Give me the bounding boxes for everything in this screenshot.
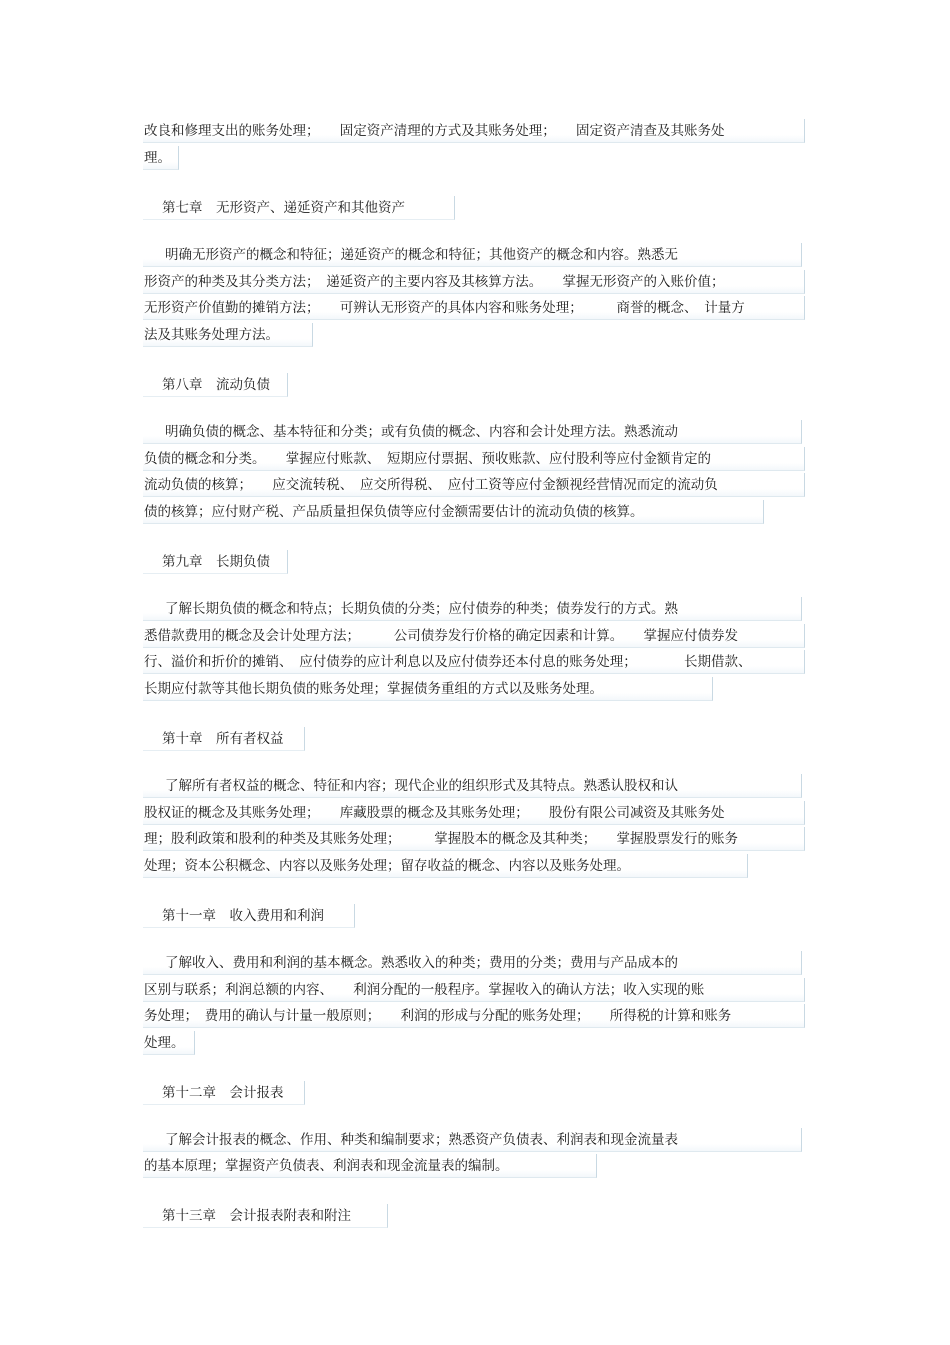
chapter-heading: 第九章 长期负债 <box>143 550 288 574</box>
chapter-heading: 第十一章 收入费用和利润 <box>143 904 355 928</box>
text-line: 改良和修理支出的账务处理； 固定资产清理的方式及其账务处理； 固定资产清查及其账务处 <box>143 119 805 143</box>
text-line: 区别与联系；利润总额的内容、 利润分配的一般程序。掌握收入的确认方法；收入实现的账 <box>143 978 805 1002</box>
text-line: 务处理； 费用的确认与计量一般原则； 利润的形成与分配的账务处理； 所得税的计算和账务 <box>143 1004 805 1028</box>
text-line: 了解长期负债的概念和特点；长期负债的分类；应付债券的种类；债券发行的方式。熟 <box>143 597 802 621</box>
text-line: 理；股利政策和股利的种类及其账务处理； 掌握股本的概念及其种类； 掌握股票发行的账务 <box>143 827 805 851</box>
text-line: 长期应付款等其他长期负债的账务处理；掌握债务重组的方式以及账务处理。 <box>143 677 713 701</box>
text-line: 处理。 <box>143 1031 195 1055</box>
text-line: 的基本原理；掌握资产负债表、利润表和现金流量表的编制。 <box>143 1154 597 1178</box>
text-line: 明确负债的概念、基本特征和分类；或有负债的概念、内容和会计处理方法。熟悉流动 <box>143 420 802 444</box>
text-line: 股权证的概念及其账务处理； 库藏股票的概念及其账务处理； 股份有限公司减资及其账务处 <box>143 801 805 825</box>
chapter-heading: 第十三章 会计报表附表和附注 <box>143 1204 388 1228</box>
text-line: 处理；资本公积概念、内容以及账务处理；留存收益的概念、内容以及账务处理。 <box>143 854 748 878</box>
text-line: 了解会计报表的概念、作用、种类和编制要求；熟悉资产负债表、利润表和现金流量表 <box>143 1128 802 1152</box>
text-line: 债的核算；应付财产税、产品质量担保负债等应付金额需要估计的流动负债的核算。 <box>143 500 764 524</box>
text-line: 负债的概念和分类。 掌握应付账款、 短期应付票据、预收账款、应付股利等应付金额肯定的 <box>143 447 805 471</box>
text-line: 行、溢价和折价的摊销、 应付债券的应计利息以及应付债券还本付息的账务处理； 长期借款、 <box>143 650 805 674</box>
text-line: 形资产的种类及其分类方法； 递延资产的主要内容及其核算方法。 掌握无形资产的入账价值； <box>143 270 805 294</box>
chapter-heading: 第七章 无形资产、递延资产和其他资产 <box>143 196 455 220</box>
text-line: 了解所有者权益的概念、特征和内容；现代企业的组织形式及其特点。熟悉认股权和认 <box>143 774 802 798</box>
text-line: 法及其账务处理方法。 <box>143 323 313 347</box>
text-line: 理。 <box>143 146 179 170</box>
chapter-heading: 第十二章 会计报表 <box>143 1081 305 1105</box>
text-line: 无形资产价值勤的摊销方法； 可辨认无形资产的具体内容和账务处理； 商誉的概念、 计量方 <box>143 296 805 320</box>
text-line: 了解收入、费用和利润的基本概念。熟悉收入的种类；费用的分类；费用与产品成本的 <box>143 951 802 975</box>
text-line: 流动负债的核算； 应交流转税、 应交所得税、 应付工资等应付金额视经营情况而定的流动负 <box>143 473 805 497</box>
text-line: 明确无形资产的概念和特征；递延资产的概念和特征；其他资产的概念和内容。熟悉无 <box>143 243 802 267</box>
text-line: 悉借款费用的概念及会计处理方法； 公司债券发行价格的确定因素和计算。 掌握应付债券发 <box>143 624 805 648</box>
chapter-heading: 第八章 流动负债 <box>143 373 288 397</box>
chapter-heading: 第十章 所有者权益 <box>143 727 305 751</box>
